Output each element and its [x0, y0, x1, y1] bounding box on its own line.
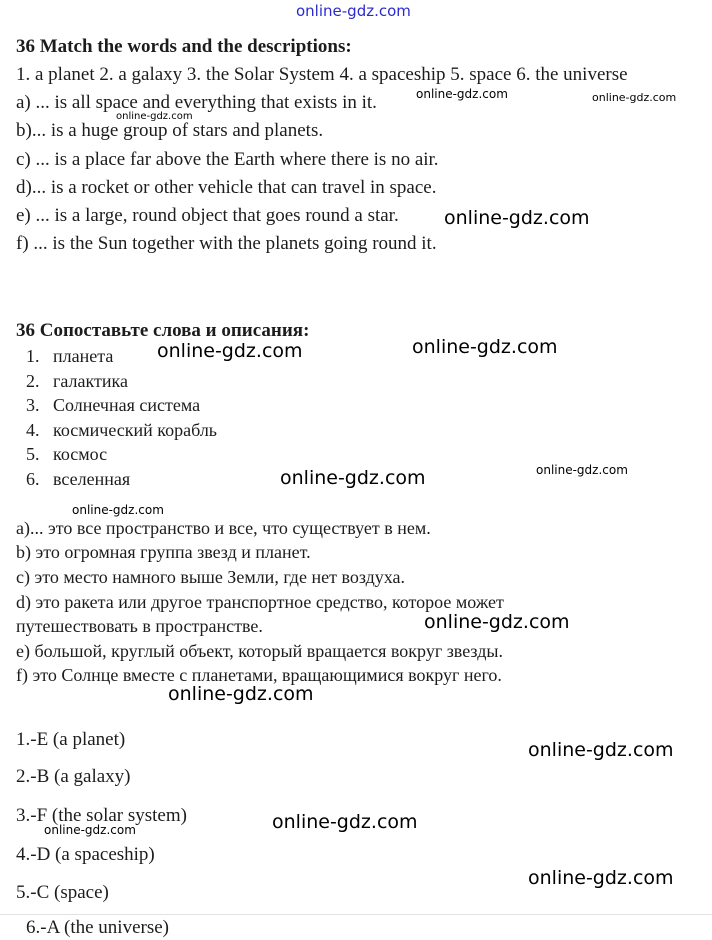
answer-4: 4.-D (a spaceship): [16, 844, 155, 865]
english-heading: 36 Match the words and the descriptions:: [16, 36, 352, 57]
english-word-list: 1. a planet 2. a galaxy 3. the Solar System 4. a spaceship 5. space 6. the universe: [16, 64, 628, 85]
russian-description-f: f) это Солнце вместе с планетами, вращающимися вокруг него.: [16, 665, 502, 685]
divider: [0, 914, 712, 915]
russian-description-e: e) большой, круглый объект, который вращается вокруг звезды.: [16, 641, 503, 661]
watermark: online-gdz.com: [272, 811, 418, 833]
russian-description-a: a)... это все пространство и все, что существует в нем.: [16, 518, 431, 538]
russian-description-b: b) это огромная группа звезд и планет.: [16, 542, 311, 562]
watermark: online-gdz.com: [168, 683, 314, 705]
russian-heading: 36 Сопоставьте слова и описания:: [16, 320, 310, 341]
english-description-c: c) ... is a place far above the Earth where there is no air.: [16, 149, 439, 170]
list-item: 2. галактика: [26, 370, 128, 391]
english-description-d: d)... is a rocket or other vehicle that can travel in space.: [16, 177, 437, 198]
english-description-e: e) ... is a large, round object that goes round a star.: [16, 205, 399, 226]
watermark: online-gdz.com: [280, 467, 426, 489]
list-item: 4. космический корабль: [26, 419, 218, 440]
english-description-b: b)... is a huge group of stars and planets.: [16, 120, 324, 141]
watermark: online-gdz.com: [116, 111, 193, 122]
watermark: online-gdz.com: [528, 867, 674, 889]
watermark: online-gdz.com: [412, 336, 558, 358]
answer-5: 5.-C (space): [16, 882, 109, 903]
russian-description-c: c) это место намного выше Земли, где нет воздуха.: [16, 567, 406, 587]
list-item: 3. Солнечная система: [26, 395, 201, 416]
watermark: online-gdz.com: [536, 463, 628, 477]
answer-2: 2.-B (a galaxy): [16, 766, 131, 787]
list-item: 1. планета: [26, 346, 114, 366]
watermark-top: online-gdz.com: [296, 2, 411, 20]
russian-word-list: [26, 344, 217, 492]
answer-1: 1.-E (a planet): [16, 729, 126, 750]
english-description-a: a) ... is all space and everything that exists in it.: [16, 92, 377, 113]
watermark: online-gdz.com: [444, 207, 590, 229]
english-description-f: f) ... is the Sun together with the planets going round it.: [16, 233, 437, 254]
watermark: online-gdz.com: [157, 340, 303, 362]
russian-description-d-continued: путешествовать в пространстве.: [16, 616, 263, 636]
list-item: 5. космос: [26, 444, 108, 465]
watermark: online-gdz.com: [44, 823, 136, 837]
watermark: online-gdz.com: [416, 87, 508, 101]
answer-3: 3.-F (the solar system): [16, 805, 187, 826]
watermark: online-gdz.com: [592, 91, 677, 104]
answer-6: 6.-A (the universe): [26, 917, 169, 938]
russian-description-d: d) это ракета или другое транспортное средство, которое может: [16, 592, 504, 612]
list-item: 6. вселенная: [26, 468, 131, 489]
watermark: online-gdz.com: [528, 739, 674, 761]
watermark: online-gdz.com: [424, 611, 570, 633]
watermark: online-gdz.com: [72, 503, 164, 517]
